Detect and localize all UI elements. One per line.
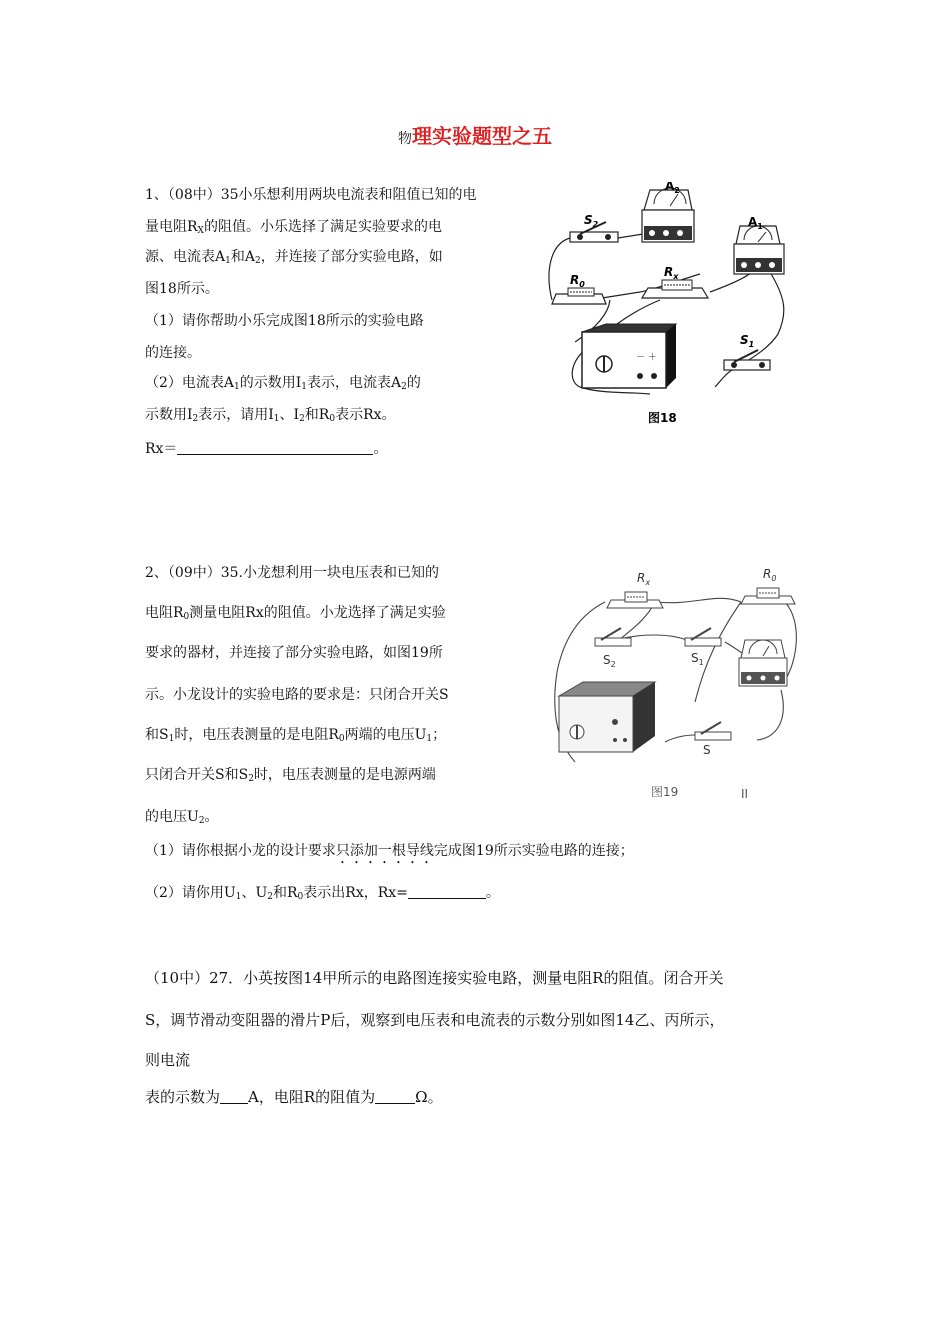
q3-current-blank[interactable]: [220, 1089, 248, 1104]
s1-label: $S_1$: [740, 333, 755, 349]
s-label: S: [703, 743, 711, 757]
q2-line1: 2、（09中）35.小龙想利用一块电压表和已知的: [145, 565, 439, 581]
q1-line4: 图18所示。: [145, 281, 219, 297]
title-main: 理实验题型之五: [412, 124, 552, 148]
q2-line3: 要求的器材，并连接了部分实验电路，如图19所: [145, 645, 443, 661]
power-supply: [582, 324, 676, 388]
rx-label: $R_x$: [637, 571, 651, 587]
q2-line7: 的电压$U_2$。: [145, 809, 219, 826]
figure-18-caption: 图18: [648, 411, 677, 425]
ammeter-a1: [734, 226, 784, 274]
figure-19: [545, 562, 805, 808]
a1-label: $A_1$: [748, 215, 763, 231]
q1-answer-line: Rx＝ 。: [145, 441, 388, 457]
q3-line3: 则电流: [145, 1051, 191, 1069]
figure-19-caption: 图19: [651, 785, 679, 799]
ammeter-a2: [642, 188, 694, 242]
switch-s1: [685, 628, 721, 646]
s2-label: $S_2$: [603, 653, 616, 669]
q3-line1: （10中）27．小英按图14甲所示的电路图连接实验电路，测量电阻R的阻值。闭合开关: [145, 969, 724, 987]
voltmeter: [739, 640, 787, 686]
resistor-rx: [607, 592, 663, 608]
switch-s1: [724, 350, 770, 370]
q2-answer-blank[interactable]: [408, 884, 486, 899]
q1-sub1-cont: 的连接。: [145, 345, 201, 361]
a2-label: $A_2$: [665, 182, 680, 195]
switch-s2: [595, 628, 631, 646]
q3-resistance-blank[interactable]: [375, 1089, 415, 1104]
q1-answer-blank[interactable]: [177, 440, 373, 455]
q2-line4: 示。小龙设计的实验电路的要求是：只闭合开关S: [145, 687, 449, 703]
q2-line2: 电阻$R_0$测量电阻Rx的阻值。小龙选择了满足实验: [145, 605, 446, 622]
q3-line2: S，调节滑动变阻器的滑片P后，观察到电压表和电流表的示数分别如图14乙、丙所示，: [145, 1011, 725, 1029]
q2-sub1: （1）请你根据小龙的设计要求只添加一根导线完成图19所示实验电路的连接；: [145, 843, 634, 859]
power-supply: [559, 682, 655, 752]
figure-18: [540, 182, 800, 430]
title-prefix: 物: [398, 131, 412, 147]
emphasis-text: 只添加一根导线: [335, 843, 434, 859]
q2-line6: 只闭合开关S和$S_2$时，电压表测量的是电源两端: [145, 767, 436, 784]
q1-sub2: （2）电流表$A_1$的示数用$I_1$表示，电流表$A_2$的: [145, 375, 421, 392]
s1-label: $S_1$: [691, 651, 704, 667]
switch-s: [695, 722, 731, 740]
r0-label: $R_0$: [570, 273, 585, 289]
q1-line3: 源、电流表$A_1$和$A_2$，并连接了部分实验电路，如: [145, 249, 443, 266]
resistor-rx: [642, 280, 708, 298]
q1-line2: 量电阻$R_X$的阻值。小乐选择了满足实验要求的电: [145, 219, 442, 236]
q1-sub2-cont: 示数用$I_2$表示，请用$I_1$、$I_2$和$R_0$表示Rx。: [145, 407, 396, 424]
supply-terminal-label: － ＋: [636, 353, 657, 363]
q1-line1: 1、（08中）35小乐想利用两块电流表和阻值已知的电: [145, 187, 477, 203]
q2-line5: 和$S_1$时，电压表测量的是电阻$R_0$两端的电压$U_1$；: [145, 727, 447, 744]
resistor-r0: [741, 588, 795, 604]
q3-line4: 表的示数为 A，电阻R的阻值为 Ω。: [145, 1088, 443, 1106]
q2-sub2: （2）请你用$U_1$、$U_2$和$R_0$表示出Rx，Rx= 。: [145, 885, 500, 902]
q1-sub1: （1）请你帮助小乐完成图18所示的实验电路: [145, 313, 424, 329]
s2-label: $S_2$: [584, 213, 599, 229]
r0-label: $R_0$: [763, 567, 777, 583]
resistor-r0: [552, 288, 606, 304]
figure-19-mark: II: [741, 787, 749, 801]
page-title: [0, 122, 950, 153]
rx-label: $R_x$: [664, 265, 679, 281]
